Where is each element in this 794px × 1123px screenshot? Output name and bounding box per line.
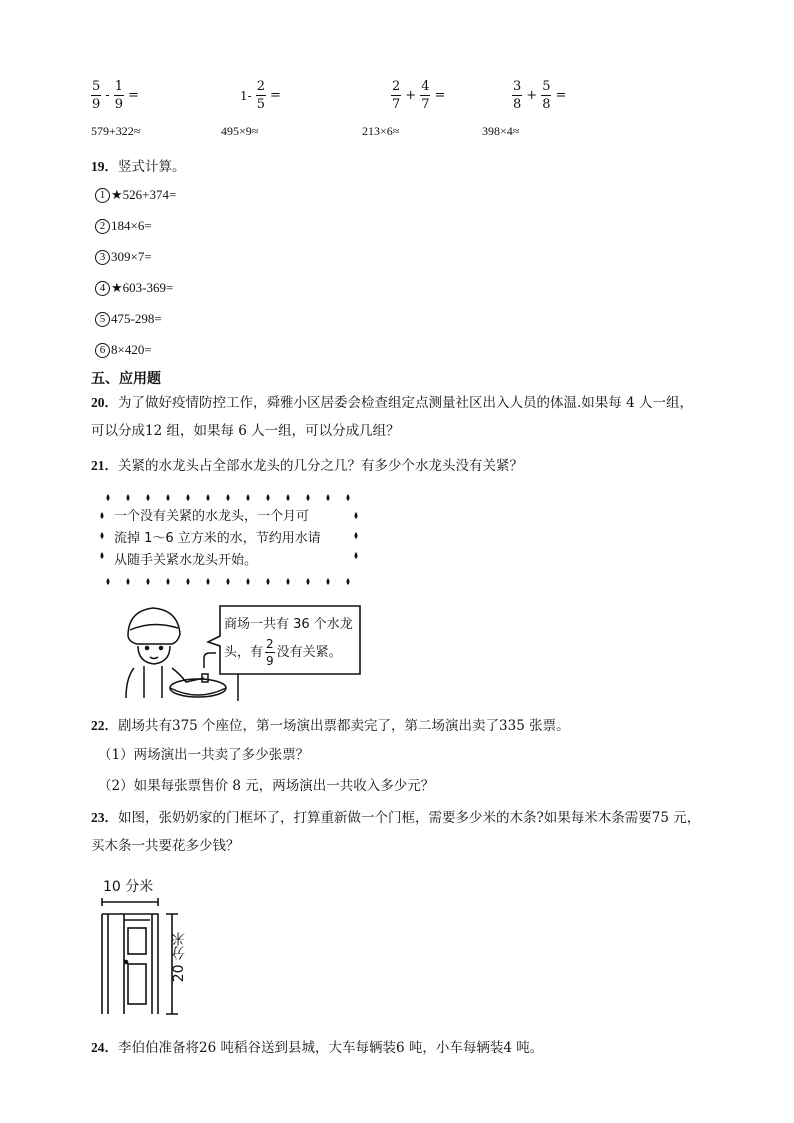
question-number: 22． xyxy=(91,718,118,733)
list-item: 5 475-298= xyxy=(95,311,162,327)
question-text: 李伯伯准备将26 吨稻谷送到县城，大车每辆装6 吨，小车每辆装4 吨。 xyxy=(118,1040,544,1056)
list-item: 2 184×6= xyxy=(95,218,152,234)
question-number: 21． xyxy=(91,458,118,473)
fraction: $\frac{2}{5}$ xyxy=(256,79,265,112)
question-24 xyxy=(91,1034,543,1062)
equals: = xyxy=(269,88,281,103)
circled-number: 2 xyxy=(95,219,110,234)
equals: = xyxy=(127,88,139,103)
question-22 xyxy=(91,712,751,740)
fraction: $\frac{5}{9}$ xyxy=(92,79,101,112)
list-item: 3 309×7= xyxy=(95,249,152,265)
operator: + xyxy=(526,88,538,103)
question-19 xyxy=(91,155,186,175)
question-number: 19． xyxy=(91,159,118,174)
lead-term: 1- xyxy=(240,88,252,103)
question-number: 23． xyxy=(91,810,118,825)
circled-number: 1 xyxy=(95,188,110,203)
faucet-illustration xyxy=(98,488,368,703)
width-label: 10 分米 xyxy=(103,879,154,895)
equals: = xyxy=(434,88,446,103)
question-text: 竖式计算。 xyxy=(118,159,186,175)
question-20 xyxy=(91,389,751,445)
circled-number: 5 xyxy=(95,312,110,327)
estimate-3: 213×6≈ xyxy=(362,124,400,138)
speech-bubble-text: 商场一共有 36 个水龙 头，有 $\frac{2}{9}$ 没有关紧。 xyxy=(224,617,353,668)
list-item: 6 8×420= xyxy=(95,342,152,358)
fraction-expr-1 xyxy=(91,80,139,111)
question-22-part-1: （1）两场演出一共卖了多少张票？ xyxy=(98,747,310,763)
question-text: 如图，张奶奶家的门框坏了，打算重新做一个门框，需要多少米的木条?如果每米木条需要75 元， xyxy=(118,810,701,826)
list-item: 1 ★526+374= xyxy=(95,187,176,203)
fraction: $\frac{2}{9}$ xyxy=(266,637,274,668)
question-number: 24． xyxy=(91,1040,118,1055)
estimate-2: 495×9≈ xyxy=(221,124,259,138)
operator: - xyxy=(105,88,110,103)
fraction-expr-4 xyxy=(512,80,566,111)
circled-number: 3 xyxy=(95,250,110,265)
circled-number: 4 xyxy=(95,281,110,296)
question-text: 为了做好疫情防控工作，舜雅小区居委会检查组定点测量社区出入人员的体温.如果每 4 人一组， xyxy=(118,395,693,411)
fraction: $\frac{2}{7}$ xyxy=(392,79,401,112)
question-text: 关紧的水龙头占全部水龙头的几分之几？有多少个水龙头没有关紧？ xyxy=(118,458,523,474)
notice-text: 一个没有关紧的水龙头，一个月可 流掉 1～6 立方米的水，节约用水请 从随手关紧水龙头开始。 xyxy=(114,509,321,568)
fraction-expr-2 xyxy=(240,80,281,111)
fraction: $\frac{1}{9}$ xyxy=(114,79,123,112)
list-item: 4 ★603-369= xyxy=(95,280,173,296)
question-21 xyxy=(91,452,523,480)
door-frame-figure xyxy=(98,876,198,1016)
question-text: 买木条一共要花多少钱？ xyxy=(91,838,240,854)
fraction: $\frac{5}{8}$ xyxy=(542,79,551,112)
question-text: 剧场共有375 个座位，第一场演出票都卖完了，第二场演出卖了335 张票。 xyxy=(118,718,570,734)
fraction-expr-3 xyxy=(391,80,445,111)
operator: + xyxy=(405,88,417,103)
circled-number: 6 xyxy=(95,343,110,358)
estimate-4: 398×4≈ xyxy=(482,124,520,138)
height-label: 20 分米 xyxy=(171,932,187,983)
fraction: $\frac{4}{7}$ xyxy=(421,79,430,112)
question-23 xyxy=(91,804,761,860)
question-number: 20． xyxy=(91,395,118,410)
section-title: 五、应用题 xyxy=(91,371,161,387)
question-text: 可以分成12 组，如果每 6 人一组，可以分成几组？ xyxy=(91,423,400,439)
fraction: $\frac{3}{8}$ xyxy=(513,79,522,112)
estimate-1: 579+322≈ xyxy=(91,124,141,138)
equals: = xyxy=(555,88,567,103)
question-22-part-2: （2）如果每张票售价 8 元，两场演出一共收入多少元？ xyxy=(98,778,435,794)
